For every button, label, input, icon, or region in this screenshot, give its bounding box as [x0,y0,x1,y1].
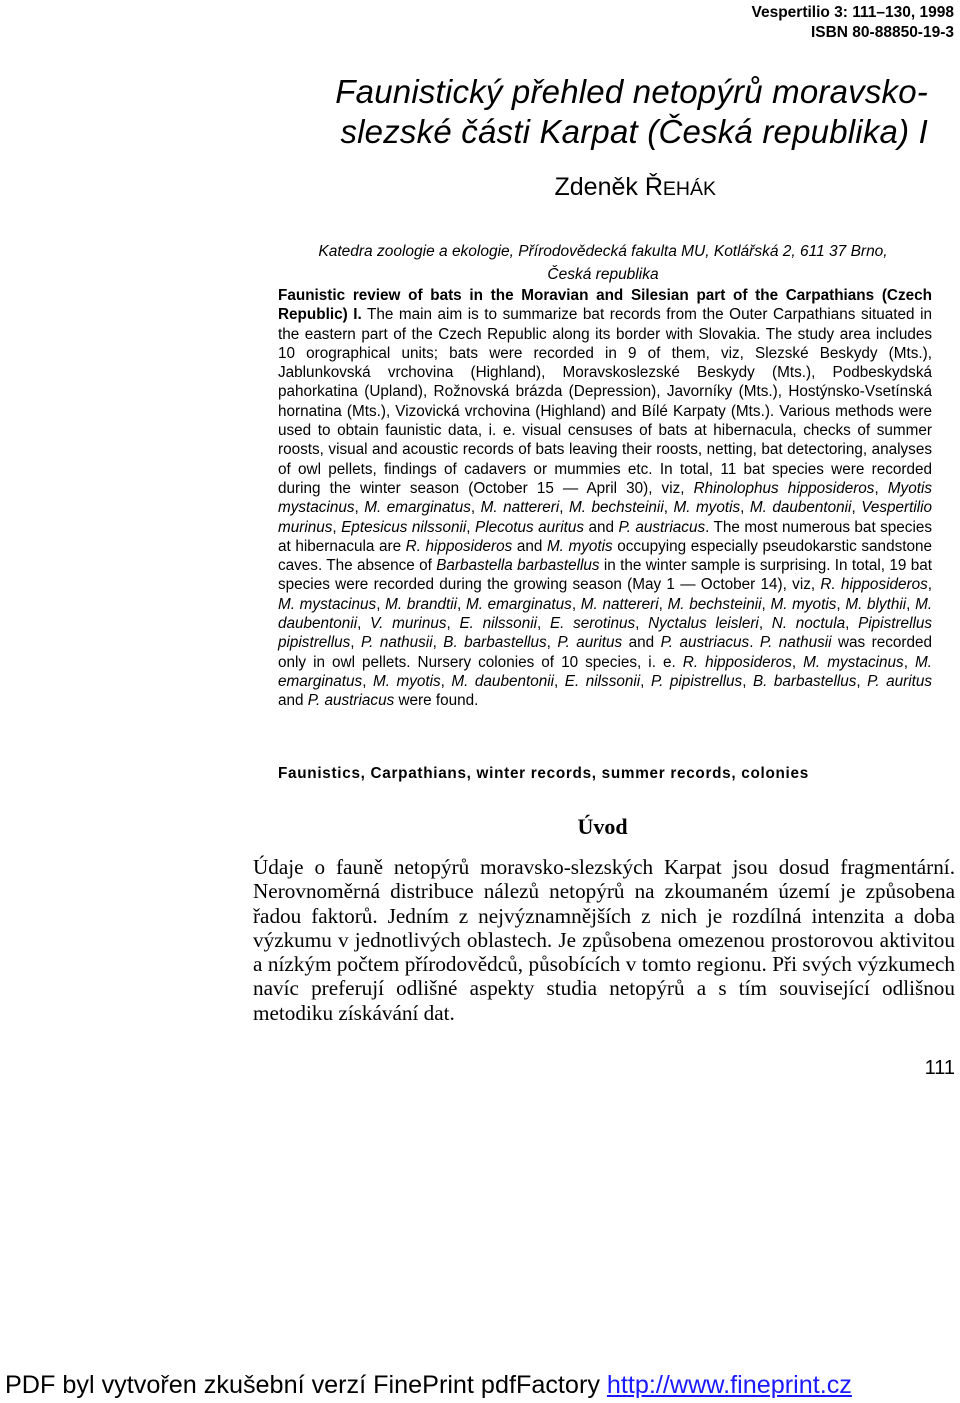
abstract-text: , [836,595,846,613]
species-name: M. myotis [546,537,613,555]
abstract-text: , [663,499,674,517]
species-name: R. hipposideros [820,576,928,594]
species-name: P. auritus [867,672,933,690]
affiliation-line-1: Katedra zoologie a ekologie, Přírodovědecká fakulta MU, Kotlářská 2, 611 37 Brno, [318,243,888,260]
species-name: V. murinus [370,615,447,633]
species-name: M. emarginatus [465,595,572,613]
abstract-text: , [906,595,916,613]
abstract-text: , [927,576,933,594]
abstract-text: was recorded only in owl pellets. Nursery colonies of 10 species, i. e. [278,634,932,671]
author-given-name: Zdeněk Ř [554,173,663,201]
abstract-text: , [457,595,466,613]
species-name: R. hipposideros [405,537,513,555]
species-name: P. nathusii [360,634,433,652]
abstract-text: , [761,595,771,613]
species-name: B. barbastellus [752,672,857,690]
species-name: Pipistrellus pipistrellus [278,615,933,652]
abstract-text: , [332,518,342,536]
species-name: N. noctula [771,615,846,633]
abstract-text: , [874,479,888,497]
species-name: M. myotis [673,499,741,517]
abstract-text: , [851,499,862,517]
page-number: 111 [924,1057,955,1079]
species-name: Vespertilio murinus [278,499,933,536]
abstract-text: in the winter sample is surprising. In total, 19 bat species were recorded during the growing season (May 1 — October 14), viz, [278,557,932,594]
species-name: M. nattereri [580,595,659,613]
species-name: Eptesicus nilssonii [341,518,467,536]
abstract-text: , [362,672,373,690]
abstract-text: , [546,634,558,652]
species-name: E. nilssonii [564,672,641,690]
abstract-text: , [856,672,868,690]
abstract-text: , [354,499,365,517]
abstract-text: , [554,672,565,690]
article-title [150,72,928,152]
watermark-text: PDF byl vytvořen zkušební verzí FinePrint pdfFactory [5,1371,607,1399]
species-name: M. myotis [770,595,837,613]
species-name: M. bechsteinii [667,595,762,613]
title-line-1: Faunistický přehled netopýrů moravsko- [335,73,928,110]
abstract-text: . The most numerous bat species at hibernacula are [278,518,933,555]
species-name: P. austriacus [618,518,706,536]
author-name [0,172,716,204]
abstract-text: The main aim is to summarize bat records from the Outer Carpathians situated in the eastern part of the Czech Republic along its border with Slovakia. The study area includes 10 orographical units; bats were recorded in 9 of them, viz, Slezské Beskydy (Mts.), Jablunkovská vrchovina (Highland), Moravskoslezské Beskydy (Mts.), Podbeskydská pahorkatina (Upland), Rožnovská brázda (Depression), Javorníky (Mts.), Hostýnsko-Vsetínská hornatina (Mts.), Vizovická vrchovina (Highland) and Bílé Karpaty (Mts.). Various methods were used to obtain faunistic data, i. e. visual censuses of bats at hibernacula, checks of summer roosts, visual and acoustic records of bats leaving their roosts, netting, bat detectoring, analyses of owl pellets, findings of cadavers or mummies etc. In total, 11 bat species were recorded during the winter season (October 15 — April 30), viz, [278,306,932,497]
species-name: M. mystacinus [803,653,904,671]
abstract-text: , [357,615,371,633]
species-name: M. myotis [372,672,441,690]
abstract-text: and [512,537,547,555]
species-name: R. hipposideros [682,653,792,671]
abstract-text: , [791,653,804,671]
species-name: E. serotinus [549,615,636,633]
abstract-text: , [758,615,772,633]
author-family-name: EHÁK [662,178,716,200]
species-name: M. mystacinus [278,595,377,613]
abstract-text: , [658,595,668,613]
abstract-text: , [537,615,550,633]
species-name: Plecotus auritus [475,518,585,536]
species-name: M. brandtii [385,595,458,613]
species-name: P. auritus [557,634,623,652]
author-affiliation [278,240,928,286]
abstract-text: , [640,672,651,690]
journal-header [751,3,954,43]
affiliation-line-2: Česká republika [547,266,659,283]
species-name: M. bechsteinii [568,499,664,517]
species-name: Myotis mystacinus [278,479,932,517]
abstract-text: , [571,595,581,613]
abstract-text: and [278,692,308,710]
abstract-text: , [742,672,753,690]
abstract-text: , [466,518,475,536]
abstract-text: , [845,615,859,633]
species-name: P. austriacus [660,634,750,652]
pdf-watermark [5,1369,852,1401]
isbn-line: ISBN 80-88850-19-3 [810,24,954,41]
species-name: Nyctalus leisleri [648,615,759,633]
section-heading-intro: Úvod [577,814,628,839]
abstract-text: occupying especially pseudokarstic sandstone caves. The absence of [278,537,932,575]
abstract-text: , [903,653,916,671]
abstract-text: . [749,634,760,652]
watermark-link[interactable]: http://www.fineprint.cz [606,1371,852,1399]
species-name: M. daubentonii [278,595,933,633]
species-name: Rhinolophus hipposideros [693,479,875,497]
abstract-text: , [350,634,361,652]
species-name: P. austriacus [307,692,395,710]
title-line-2: slezské části Karpat (Česká republika) I [340,113,928,150]
species-name: M. nattereri [480,499,560,517]
species-name: Barbastella barbastellus [436,557,600,575]
species-name: P. nathusii [759,634,832,652]
intro-paragraph: Údaje o fauně netopýrů moravsko-slezských Karpat jsou dosud fragmentární. Nerovnoměrná distribuce nálezů netopýrů na zkoumaném území je způsobena řadou faktorů. Jedním z nejvýznamnějších z nich je rozdílná intenzita a doba výzkumu v jednotlivých oblastech. Je způsobena omezenou prostorovou aktivitou a nízkým počtem přírodovědců, působících v tomto regionu. Při svých výzkumech navíc preferují odlišné aspekty studia netopýrů a s tím související odlišnou metodiku získávání dat. [253,855,955,1025]
species-name: M. emarginatus [364,499,471,517]
species-name: P. pipistrellus [650,672,743,690]
species-name: M. blythii [845,595,907,613]
abstract-text: , [446,615,460,633]
abstract-text: were found. [394,692,479,710]
species-name: M. daubentonii [451,672,555,690]
abstract [278,286,932,711]
abstract-text: , [376,595,386,613]
journal-citation: Vespertilio 3: 111–130, 1998 [751,4,954,21]
species-name: E. nilssonii [459,615,537,633]
species-name: M. daubentonii [749,499,852,517]
abstract-text: , [470,499,481,517]
keywords: Faunistics, Carpathians, winter records, summer records, colonies [278,765,809,782]
abstract-text: , [440,672,452,690]
species-name: M. emarginatus [278,653,933,690]
abstract-text: , [559,499,569,517]
abstract-text: and [584,518,619,536]
abstract-text: and [622,634,661,652]
abstract-text: , [635,615,649,633]
species-name: B. barbastellus [443,634,547,652]
abstract-title: Faunistic review of bats in the Moravian and Silesian part of the Carpathians (Czech Republic) I. [278,287,932,324]
abstract-text: , [432,634,444,652]
abstract-text: , [740,499,750,517]
